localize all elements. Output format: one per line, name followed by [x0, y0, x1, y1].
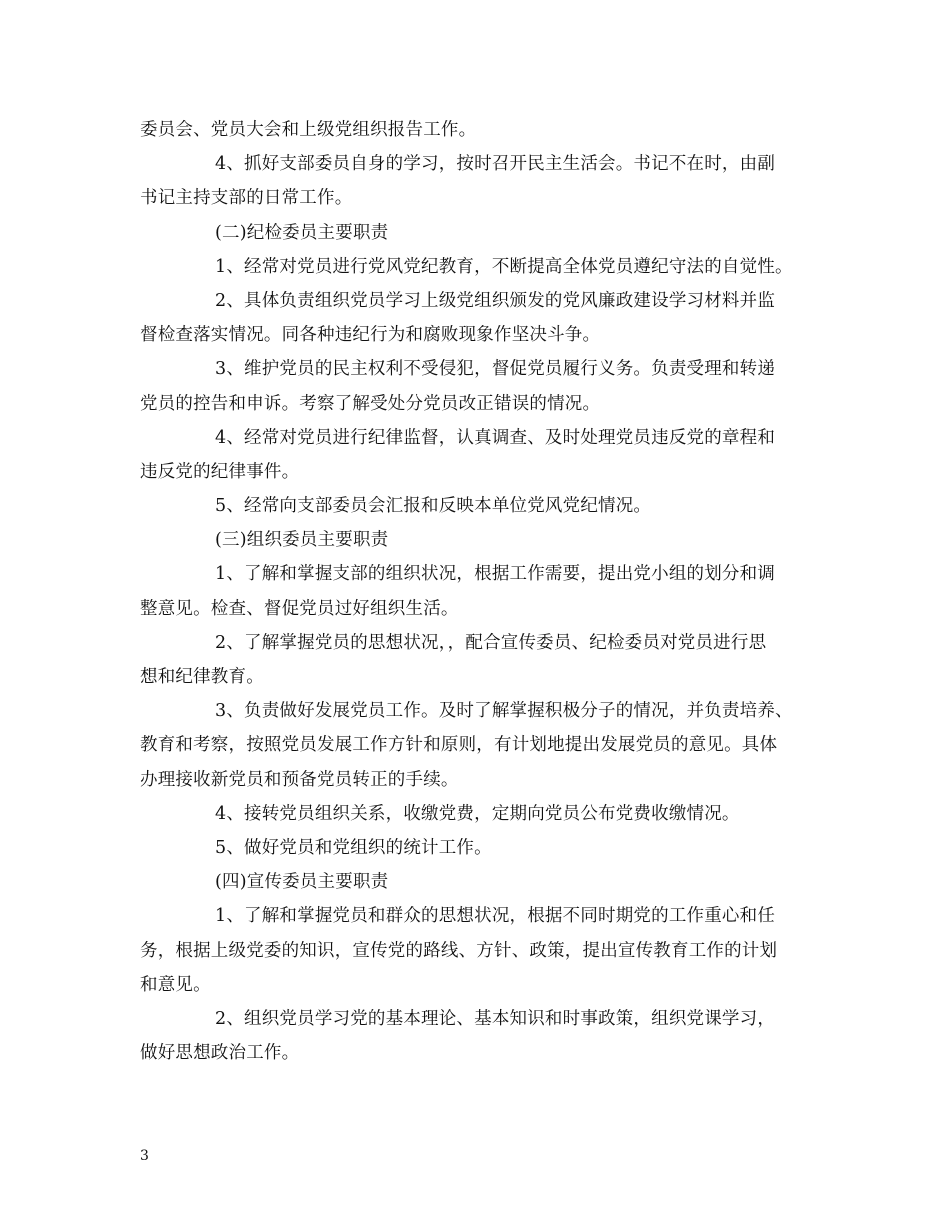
text-line: 委员会、党员大会和上级党组织报告工作。: [140, 120, 477, 140]
document-body: [140, 113, 815, 1070]
text-line: 和意见。: [140, 974, 211, 995]
section-heading: (四)宣传委员主要职责: [215, 872, 389, 893]
text-line: 整意见。检查、督促党员过好组织生活。: [140, 598, 459, 619]
section-heading: (三)组织委员主要职责: [215, 530, 389, 551]
section-heading: (二)纪检委员主要职责: [215, 222, 389, 243]
text-line: 4、接转党员组织关系，收缴党费，定期向党员公布党费收缴情况。: [215, 803, 740, 824]
text-line: 党员的控告和申诉。考察了解受处分党员改正错误的情况。: [140, 393, 601, 414]
text-line: 2、了解掌握党员的思想状况，，配合宣传委员、纪检委员对党员进行思: [215, 632, 767, 653]
text-line: 做好思想政治工作。: [140, 1043, 300, 1064]
text-line: 办理接收新党员和预备党员转正的手续。: [140, 769, 459, 790]
text-line: 3、维护党员的民主权利不受侵犯，督促党员履行义务。负责受理和转递: [215, 359, 776, 380]
text-line: 4、经常对党员进行纪律监督，认真调查、及时处理党员违反党的章程和: [215, 427, 776, 448]
text-line: 5、经常向支部委员会汇报和反映本单位党风党纪情况。: [215, 496, 652, 517]
text-line: 务，根据上级党委的知识，宣传党的路线、方针、政策，提出宣传教育工作的计划: [140, 940, 778, 961]
text-line: 3、负责做好发展党员工作。及时了解掌握积极分子的情况，并负责培养、: [215, 701, 793, 722]
text-line: 1、了解和掌握支部的组织状况，根据工作需要，提出党小组的划分和调: [215, 564, 776, 585]
text-line: 2、组织党员学习党的基本理论、基本知识和时事政策，组织党课学习，: [215, 1008, 776, 1029]
page-number: 3: [140, 1148, 149, 1164]
text-line: 1、经常对党员进行党风党纪教育，不断提高全体党员遵纪守法的自觉性。: [215, 256, 793, 277]
text-line: 4、抓好支部委员自身的学习，按时召开民主生活会。书记不在时，由副: [215, 154, 776, 175]
text-line: 2、具体负责组织党员学习上级党组织颁发的党风廉政建设学习材料并监: [215, 290, 776, 311]
text-line: 违反党的纪律事件。: [140, 461, 300, 482]
text-line: 想和纪律教育。: [140, 667, 264, 687]
text-line: 督检查落实情况。同各种违纪行为和腐败现象作坚决斗争。: [140, 325, 601, 346]
text-line: 1、了解和掌握党员和群众的思想状况，根据不同时期党的工作重心和任: [215, 906, 776, 927]
text-line: 书记主持支部的日常工作。: [140, 188, 353, 209]
text-line: 5、做好党员和党组织的统计工作。: [215, 837, 492, 858]
text-line: 教育和考察，按照党员发展工作方针和原则，有计划地提出发展党员的意见。具体: [140, 735, 778, 756]
